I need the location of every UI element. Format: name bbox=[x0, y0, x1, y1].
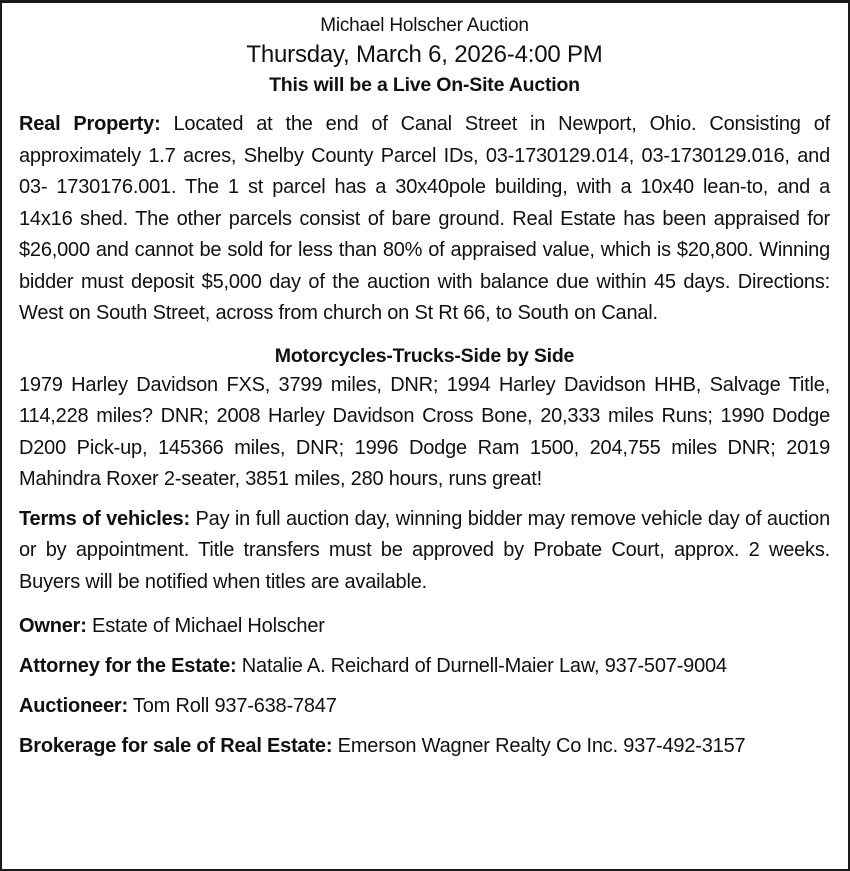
vehicles-heading: Motorcycles-Trucks-Side by Side bbox=[274, 344, 575, 367]
auctioneer-line bbox=[19, 694, 830, 718]
auctioneer-value: Tom Roll 937-638-7847 bbox=[127, 695, 337, 717]
real-property-text: Located at the end of Canal Street in Newport, Ohio. Consisting of approximately 1.7 acres, Shelby County Parcel IDs, 03-1730129.014, 03-1730129.016, and 03- 1730176.001. The 1 st parcel has a 30x40pole building, with a 10x40 lean-to, and a 14x16 shed. The other parcels consist of bare ground. Real Estate has been appraised for $26,000 and cannot be sold for less than 80% of appraised value, which is $20,800. Winning bidder must deposit $5,000 day of the auction with balance due within 45 days. Directions: West on South Street, across from church on St Rt 66, to South on Canal. bbox=[19, 113, 830, 324]
real-property-label: Real Property: bbox=[19, 113, 161, 135]
brokerage-label: Brokerage for sale of Real Estate: bbox=[19, 735, 333, 757]
attorney-label: Attorney for the Estate: bbox=[19, 655, 237, 677]
terms-text: Pay in full auction day, winning bidder may remove vehicle day of auction or by appointment. Title transfers must be approved by Probate Court, approx. 2 weeks. Buyers will be notified when titles are available. bbox=[19, 507, 830, 593]
owner-label: Owner: bbox=[19, 615, 87, 637]
real-property-section bbox=[19, 109, 830, 330]
auctioneer-label: Auctioneer: bbox=[19, 695, 128, 717]
terms-section bbox=[19, 504, 830, 599]
owner-line bbox=[19, 614, 830, 638]
attorney-line bbox=[19, 654, 830, 678]
owner-value: Estate of Michael Holscher bbox=[86, 615, 325, 637]
attorney-value: Natalie A. Reichard of Durnell-Maier Law, 937-507-9004 bbox=[236, 655, 727, 677]
auction-date-time: Thursday, March 6, 2026-4:00 PM bbox=[246, 41, 603, 68]
vehicles-list: 1979 Harley Davidson FXS, 3799 miles, DNR; 1994 Harley Davidson HHB, Salvage Title, 114,228 miles? DNR; 2008 Harley Davidson Cross Bone, 20,333 miles Runs; 1990 Dodge D200 Pick-up, 145366 miles, DNR; 1996 Dodge Ram 1500, 204,755 miles DNR; 2019 Mahindra Roxer 2-seater, 3851 miles, 280 hours, runs great! bbox=[19, 373, 830, 490]
auction-type: This will be a Live On-Site Auction bbox=[269, 74, 580, 96]
brokerage-line bbox=[19, 734, 830, 758]
brokerage-value: Emerson Wagner Realty Co Inc. 937-492-3157 bbox=[332, 735, 746, 757]
auction-title: Michael Holscher Auction bbox=[320, 15, 529, 36]
terms-label: Terms of vehicles: bbox=[19, 507, 190, 530]
